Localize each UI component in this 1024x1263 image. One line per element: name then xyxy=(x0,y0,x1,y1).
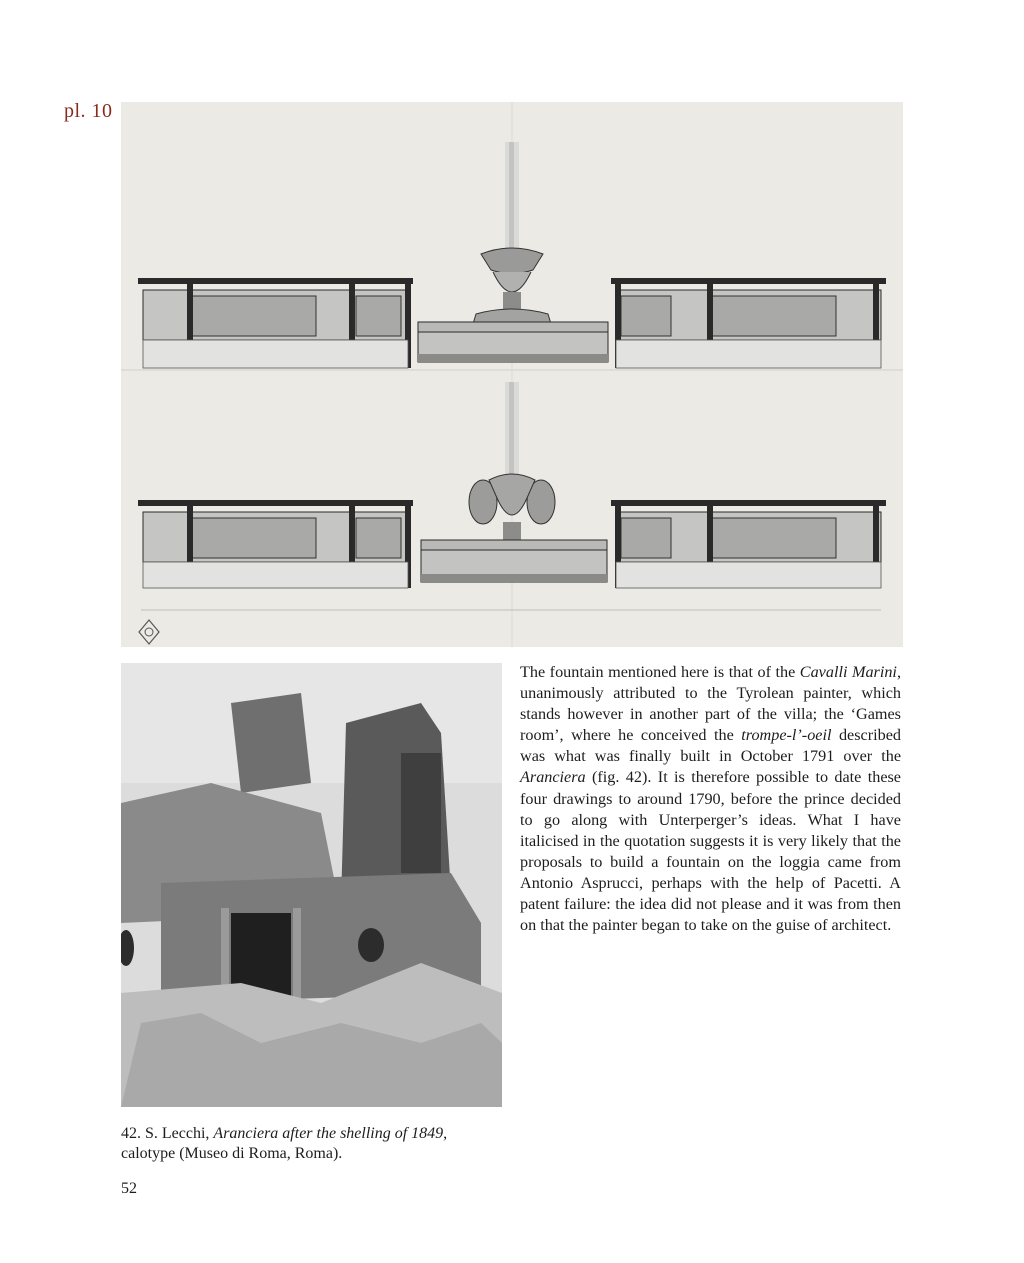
aranciera-photograph xyxy=(121,663,502,1107)
lower-left-balustrade xyxy=(138,500,413,588)
fountain-drawing-image xyxy=(121,102,903,647)
lower-right-balustrade xyxy=(611,500,886,588)
body-paragraph: The fountain mentioned here is that of the Cavalli Marini, unanimously attributed to the Tyrolean painter, which stands however in another part of the villa; the ‘Games room’, where he conceived the trompe-l’-oeil described was what was finally built in October 1791 over the Aranciera (fig. 42). It is therefore possible to date these four drawings to around 1790, before the prince decided to go along with Unterperger’s ideas. What I have italicised in the quotation suggests it is very likely that the proposals to build a fountain on the loggia came from Antonio Asprucci, perhaps with the help of Pacetti. A patent failure: the idea did not please and it was from then on that the painter began to take on the guise of architect. xyxy=(520,663,901,935)
upper-right-balustrade xyxy=(611,278,886,368)
upper-left-balustrade xyxy=(138,278,413,368)
plate-label: pl. 10 xyxy=(64,100,113,122)
page-number: 52 xyxy=(121,1180,137,1197)
figure-caption: 42. S. Lecchi, Aranciera after the shelling of 1849, calotype (Museo di Roma, Roma). xyxy=(121,1125,448,1162)
